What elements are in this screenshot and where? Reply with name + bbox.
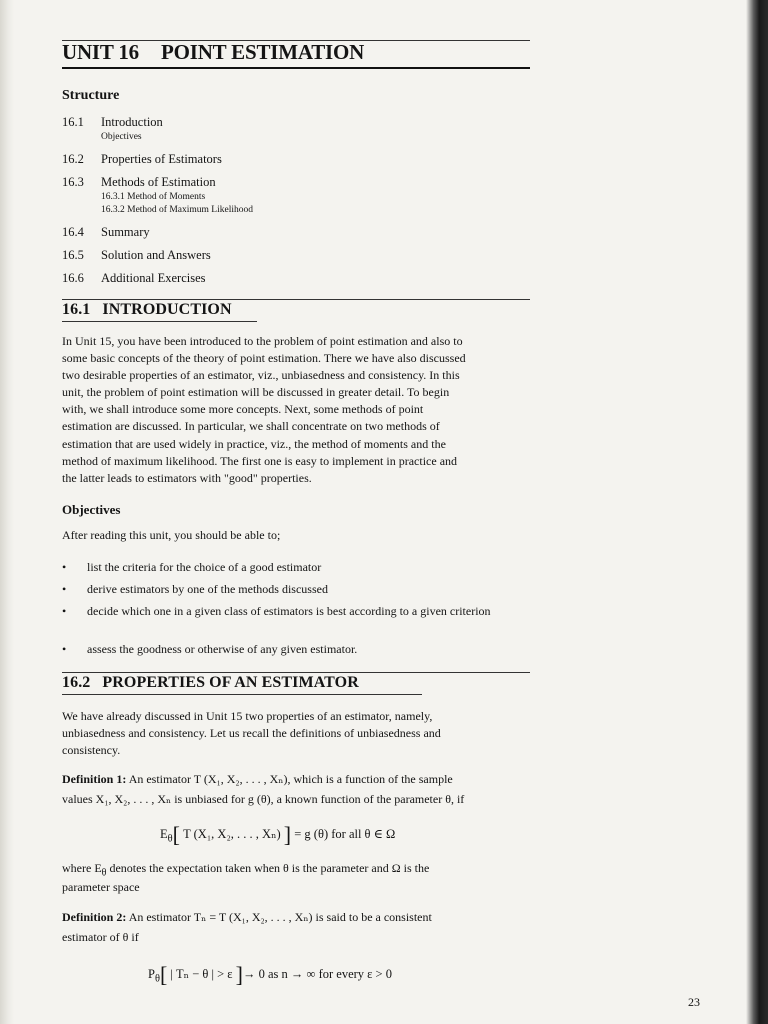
sec2-rule-underline (62, 694, 422, 695)
toc-item-16-1: 16.1 Introduction (62, 115, 163, 129)
section-heading-introduction: 16.1 INTRODUCTION (62, 301, 232, 318)
scan-shadow-left (0, 0, 14, 1024)
bullet-icon: • (62, 642, 67, 656)
section-heading-properties: 16.2 PROPERTIES OF AN ESTIMATOR (62, 674, 359, 691)
consistency-formula: $P_\theta$[ | Tₙ − θ | > ε ]→ 0 as n → ∞ for every ε > 0 (148, 962, 392, 987)
structure-heading: Structure (62, 88, 120, 103)
sec1-rule-top (62, 299, 530, 300)
definition-1-line-1: Definition 1: An estimator T (X₁, X₂, . . . , Xₙ), which is a function of the sample (62, 772, 453, 786)
bullet-icon: • (62, 604, 67, 618)
toc-item-16-5: 16.5 Solution and Answers (62, 248, 211, 262)
title-rule-bottom (62, 67, 530, 69)
unbiasedness-formula: $E_\theta$[ T (X₁, X₂, . . . , Xₙ) ] = g (θ) for all θ ∈ Ω (160, 822, 396, 847)
objectives-intro: After reading this unit, you should be able to; (62, 528, 281, 542)
toc-sub-objectives: Objectives (101, 132, 142, 142)
definition-2-line-2: estimator of θ if (62, 930, 139, 944)
page-number: 23 (688, 995, 700, 1009)
bullet-icon: • (62, 560, 67, 574)
unit-title (62, 40, 364, 65)
toc-item-16-6: 16.6 Additional Exercises (62, 271, 206, 285)
toc-item-16-2: 16.2 Properties of Estimators (62, 152, 222, 166)
toc-item-16-4: 16.4 Summary (62, 225, 150, 239)
toc-item-16-3: 16.3 Methods of Estimation (62, 175, 216, 189)
definition-1-after-1: where $E_\theta$ denotes the expectation taken when θ is the parameter and Ω is the (62, 861, 430, 879)
scan-shadow-right (746, 0, 768, 1024)
definition-1-line-2: values X₁, X₂, . . . , Xₙ is unbiased for g (θ), a known function of the parameter θ, if (62, 792, 465, 806)
introduction-paragraph: In Unit 15, you have been introduced to the problem of point estimation and also to some basic concepts of the theory of point estimation. There we have also discussed two desirable properties of an estimator, viz., unbiasedness and consistency. In this unit, the problem of point estimation will be discussed in greater detail. To begin with, we shall introduce some more concepts. Next, some methods of point estimation are discussed. In particular, we shall concentrate on two methods of estimation that are used widely in practice, viz., the method of moments and the method of maximum likelihood. The first one is easy to implement in practice and the latter leads to estimators with "good" properties. (62, 334, 466, 485)
sec2-rule-top (62, 672, 530, 673)
properties-paragraph: We have already discussed in Unit 15 two properties of an estimator, namely, unbiasedness and consistency. Let us recall the definitions of unbiasedness and consistency. (62, 709, 441, 758)
definition-2-label: Definition 2: (62, 910, 127, 924)
definition-1-label: Definition 1: (62, 772, 127, 786)
toc-sub-mle: 16.3.2 Method of Maximum Likelihood (101, 205, 253, 215)
toc-sub-moments: 16.3.1 Method of Moments (101, 192, 206, 202)
sec1-rule-underline (62, 321, 257, 322)
unit-name: POINT ESTIMATION (160, 40, 365, 64)
objectives-heading: Objectives (62, 502, 121, 517)
definition-1-after-2: parameter space (62, 880, 140, 894)
bullet-icon: • (62, 582, 67, 596)
definition-2-line-1: Definition 2: An estimator Tₙ = T (X₁, X₂, . . . , Xₙ) is said to be a consistent (62, 910, 432, 924)
unit-number: UNIT 16 (62, 40, 139, 64)
